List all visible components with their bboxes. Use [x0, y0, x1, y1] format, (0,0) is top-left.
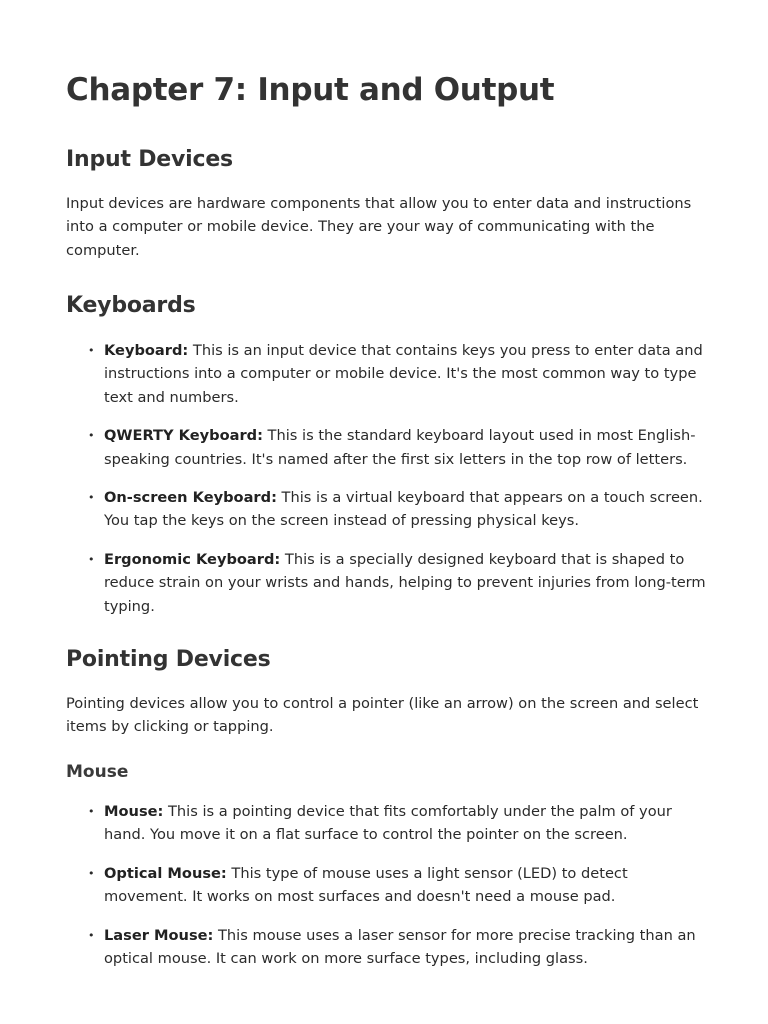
subsection-heading-mouse: Mouse [66, 762, 129, 782]
bullet-icon: • [88, 552, 95, 566]
keyboards-list [86, 339, 706, 633]
mouse-list [86, 800, 706, 985]
section-heading-input-devices: Input Devices [66, 147, 233, 172]
list-item-text: This is an input device that contains keys you press to enter data and instructions into a computer or mobile device. It's the most common way to type text and numbers. [104, 342, 703, 406]
pointing-devices-intro: Pointing devices allow you to control a pointer (like an arrow) on the screen and select items by clicking or tapping. [66, 695, 699, 736]
list-item [86, 548, 706, 618]
bullet-icon: • [88, 344, 95, 357]
list-item-term: Mouse: [104, 803, 164, 820]
list-item-text: This is a pointing device that fits comfortably under the palm of your hand. You move it on a flat surface to control the pointer on the screen. [104, 803, 672, 844]
list-item [86, 862, 706, 909]
list-item-text: This mouse uses a laser sensor for more precise tracking than an optical mouse. It can work on more surface types, including glass. [104, 926, 696, 968]
list-item [86, 424, 706, 471]
list-item [86, 339, 706, 409]
list-item-text: This is a specially designed keyboard that is shaped to reduce strain on your wrists and hands, helping to prevent injuries from long-term typing. [104, 550, 706, 615]
list-item-term: Laser Mouse: [104, 926, 214, 944]
list-item-text: This is a virtual keyboard that appears on a touch screen. You tap the keys on the screen instead of pressing physical keys. [104, 489, 703, 530]
bullet-icon: • [88, 928, 95, 942]
list-item-text: This is the standard keyboard layout used in most English-speaking countries. It's named after the first six letters in the top row of letters. [104, 427, 696, 468]
bullet-icon: • [88, 491, 95, 505]
list-item-term: Optical Mouse: [104, 864, 227, 882]
bullet-icon: • [88, 429, 95, 443]
list-item [86, 486, 706, 533]
input-devices-intro: Input devices are hardware components that allow you to enter data and instructions into a computer or mobile device. They are your way of communicating with the computer. [66, 195, 692, 259]
bullet-icon: • [88, 866, 95, 880]
list-item-text: This type of mouse uses a light sensor (LED) to detect movement. It works on most surfaces and doesn't need a mouse pad. [104, 864, 628, 906]
list-item-term: On-screen Keyboard: [104, 489, 277, 507]
list-item-term: Keyboard: [104, 342, 189, 359]
list-item-term: QWERTY Keyboard: [104, 427, 263, 445]
section-heading-pointing-devices: Pointing Devices [66, 647, 271, 672]
chapter-title: Chapter 7: Input and Output [66, 72, 555, 108]
section-heading-keyboards: Keyboards [66, 293, 196, 318]
list-item-term: Ergonomic Keyboard: [104, 550, 281, 568]
list-item [86, 924, 706, 971]
bullet-icon: • [88, 805, 95, 818]
list-item [86, 800, 706, 847]
